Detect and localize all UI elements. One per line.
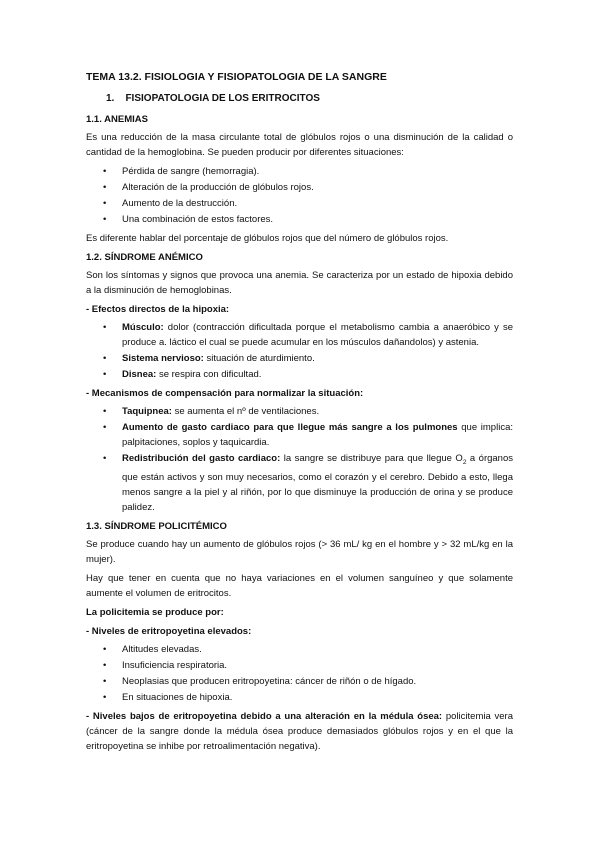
policitemico-p1: Se produce cuando hay un aumento de glóbulos rojos (> 36 mL/ kg en el hombre y > 32 mL/kg en la mujer). — [86, 538, 513, 565]
policitemico-p2: Hay que tener en cuenta que no haya variaciones en el volumen sanguíneo y que solamente aumente el volumen de eritrocitos. — [86, 572, 513, 599]
anemias-intro: Es una reducción de la masa circulante total de glóbulos rojos o una disminución de la calidad o cantidad de la hemoglobina. Se pueden producir por diferentes situaciones: — [86, 132, 513, 158]
bullet-icon: • — [103, 422, 107, 433]
list-item: • Aumento de gasto cardiaco para que llegue más sangre a los pulmones que implica: palpitaciones, soplos y taquicardia. — [103, 422, 513, 448]
list-item: • Una combinación de estos factores. — [103, 214, 274, 225]
bullet-icon: • — [103, 198, 107, 209]
heading-sindrome-policitemico: 1.3. SÍNDROME POLICITÉMICO — [86, 520, 227, 532]
bullet-icon: • — [103, 369, 107, 380]
anemias-note: Es diferente hablar del porcentaje de glóbulos rojos que del número de glóbulos rojos. — [86, 233, 449, 244]
bullet-icon: • — [103, 643, 107, 655]
niveles-bajos-paragraph: - Niveles bajos de eritropoyetina debido a una alteración en la médula ósea: policitemia vera (cáncer de la sangre donde la médula ósea produce demasiados glóbulos rojos y en el que la eritropoyetina se inhibe por retroalimentación negativa). — [86, 710, 513, 752]
list-item: • Disnea: se respira con dificultad. — [103, 369, 262, 380]
compensacion-list — [86, 404, 513, 515]
niveles-list — [86, 642, 513, 705]
bullet-icon: • — [103, 182, 107, 193]
heading-niveles-elevados: - Niveles de eritropoyetina elevados: — [86, 625, 252, 637]
list-item: • Músculo: dolor (contracción dificultada porque el metabolismo cambia a anaeróbico y se produce a. láctico el cual se puede acumular en los músculos dañandolos) y astenia. — [103, 322, 513, 348]
policitemia-causes-heading: La policitemia se produce por: — [86, 606, 224, 618]
bullet-icon: • — [103, 322, 107, 333]
list-item: • Altitudes elevadas. — [103, 643, 202, 655]
document-title: TEMA 13.2. FISIOLOGIA Y FISIOPATOLOGIA DE LA SANGRE — [86, 71, 387, 83]
list-item: • Sistema nervioso: situación de aturdimiento. — [103, 353, 315, 364]
list-item: • Redistribución del gasto cardiaco: la sangre se distribuye para que llegue $O_2$ a órganos que están activos y son muy necesarios, como el corazón y el cerebro. Debido a esto, llega menos sangre a la piel y al riñón, por lo que disminuye la producción de orina y se produce palidez. — [103, 453, 514, 513]
bullet-icon: • — [103, 691, 107, 703]
heading-sindrome-anemico: 1.2. SÍNDROME ANÉMICO — [86, 252, 203, 263]
bullet-icon: • — [103, 453, 107, 464]
list-item: • Neoplasias que producen eritropoyetina: cáncer de riñón o de hígado. — [103, 675, 417, 687]
bullet-icon: • — [103, 406, 107, 417]
list-item: • Insuficiencia respiratoria. — [103, 659, 228, 671]
anemias-list — [86, 164, 513, 227]
bullet-icon: • — [103, 659, 107, 671]
bullet-icon: • — [103, 214, 107, 225]
efectos-list — [86, 320, 513, 382]
heading-efectos: - Efectos directos de la hipoxia: — [86, 304, 230, 315]
anemico-intro: Son los síntomas y signos que provoca una anemia. Se caracteriza por un estado de hipoxia debido a la disminución de hemoglobinas. — [86, 270, 513, 296]
bullet-icon: • — [103, 353, 107, 364]
heading-anemias: 1.1. ANEMIAS — [86, 114, 148, 125]
bullet-icon: • — [103, 675, 107, 687]
list-item: • En situaciones de hipoxia. — [103, 691, 233, 703]
section-title: 1. FISIOPATOLOGIA DE LOS ERITROCITOS — [106, 93, 320, 104]
list-item: • Aumento de la destrucción. — [103, 198, 238, 209]
list-item: • Taquipnea: se aumenta el nº de ventilaciones. — [103, 406, 320, 417]
heading-compensacion: - Mecanismos de compensación para normalizar la situación: — [86, 388, 364, 399]
bullet-icon: • — [103, 166, 107, 177]
list-item: • Pérdida de sangre (hemorragia). — [103, 166, 260, 177]
list-item: • Alteración de la producción de glóbulos rojos. — [103, 182, 314, 193]
